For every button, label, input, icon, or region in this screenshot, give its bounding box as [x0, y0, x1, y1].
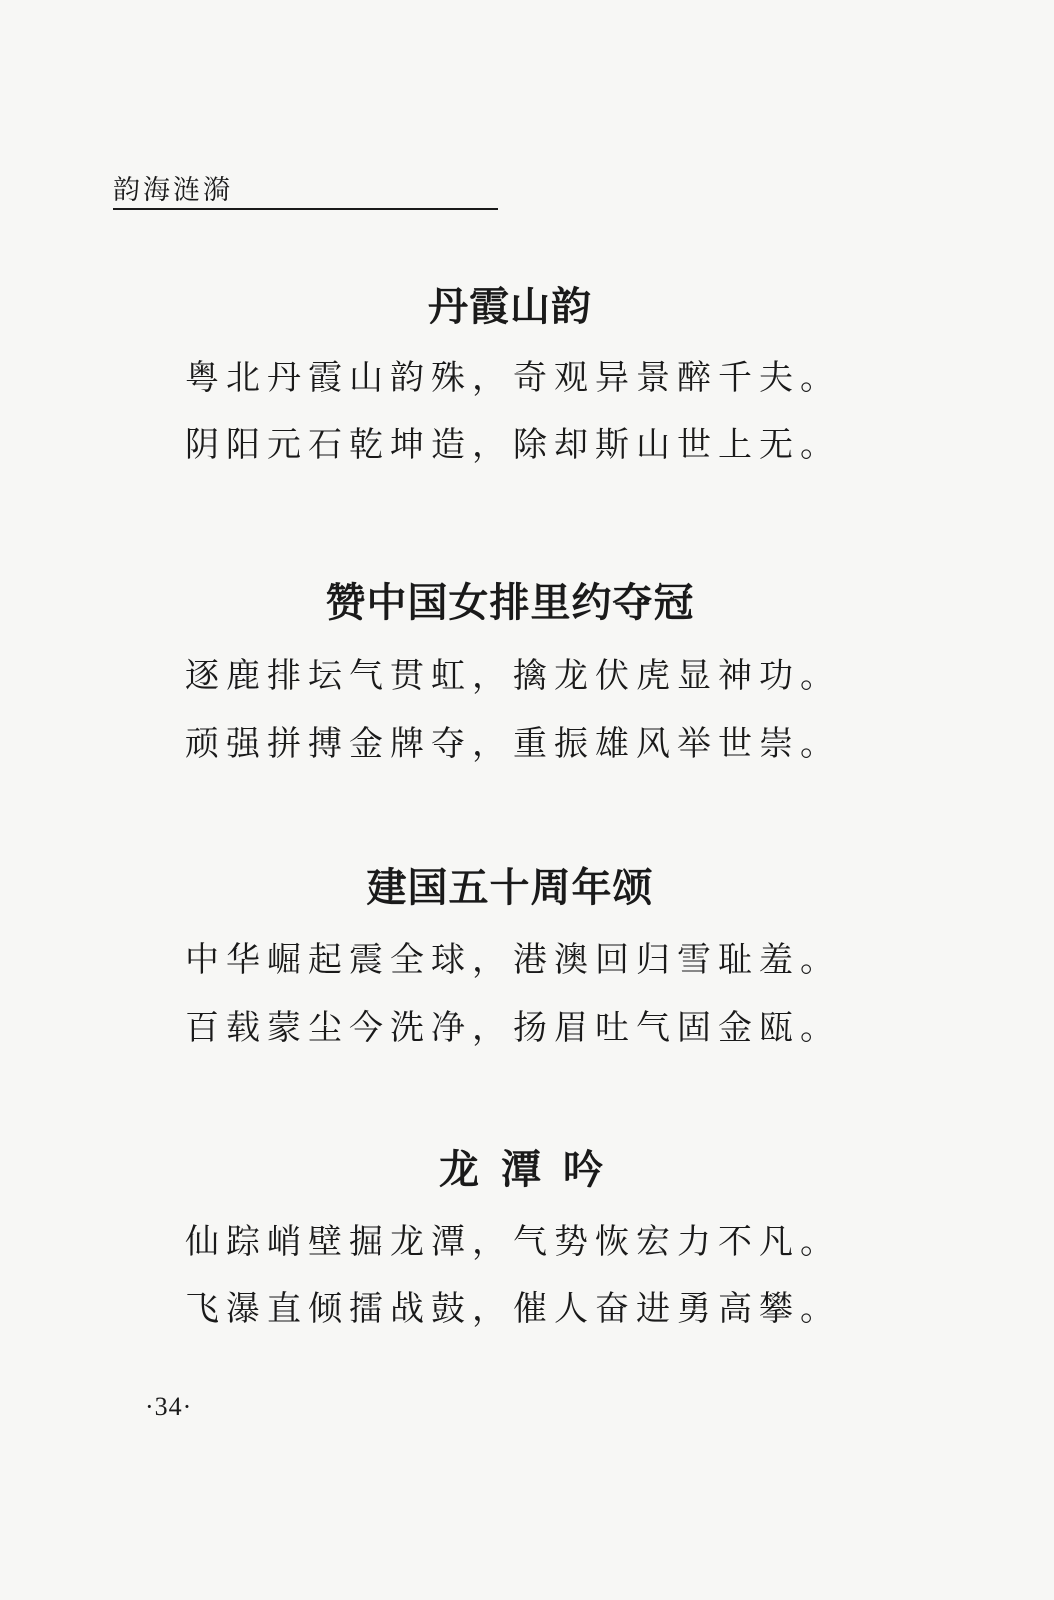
poem-line: 顽强拼搏金牌夺，重振雄风举世崇。: [185, 724, 841, 764]
poem-line: 阴阳元石乾坤造，除却斯山世上无。: [185, 425, 841, 465]
running-header-title: 韵海涟漪: [113, 175, 233, 206]
poem-title: 建国五十周年颂: [366, 865, 654, 911]
poem-title: 龙潭吟: [439, 1147, 625, 1193]
running-header: [113, 166, 498, 210]
poem-line: 粤北丹霞山韵殊，奇观异景醉千夫。: [185, 358, 841, 398]
poem-line: 仙踪峭壁掘龙潭，气势恢宏力不凡。: [185, 1222, 841, 1262]
poem-line: 百载蒙尘今洗净，扬眉吐气固金瓯。: [185, 1008, 841, 1048]
page-number: ·34·: [145, 1392, 193, 1421]
poem-line: 飞瀑直倾擂战鼓，催人奋进勇高攀。: [185, 1289, 841, 1329]
poem-title: 丹霞山韵: [428, 284, 592, 330]
poem-line: 中华崛起震全球，港澳回归雪耻羞。: [185, 940, 841, 980]
poem-line: 逐鹿排坛气贯虹，擒龙伏虎显神功。: [185, 656, 841, 696]
poem-title: 赞中国女排里约夺冠: [325, 580, 695, 626]
